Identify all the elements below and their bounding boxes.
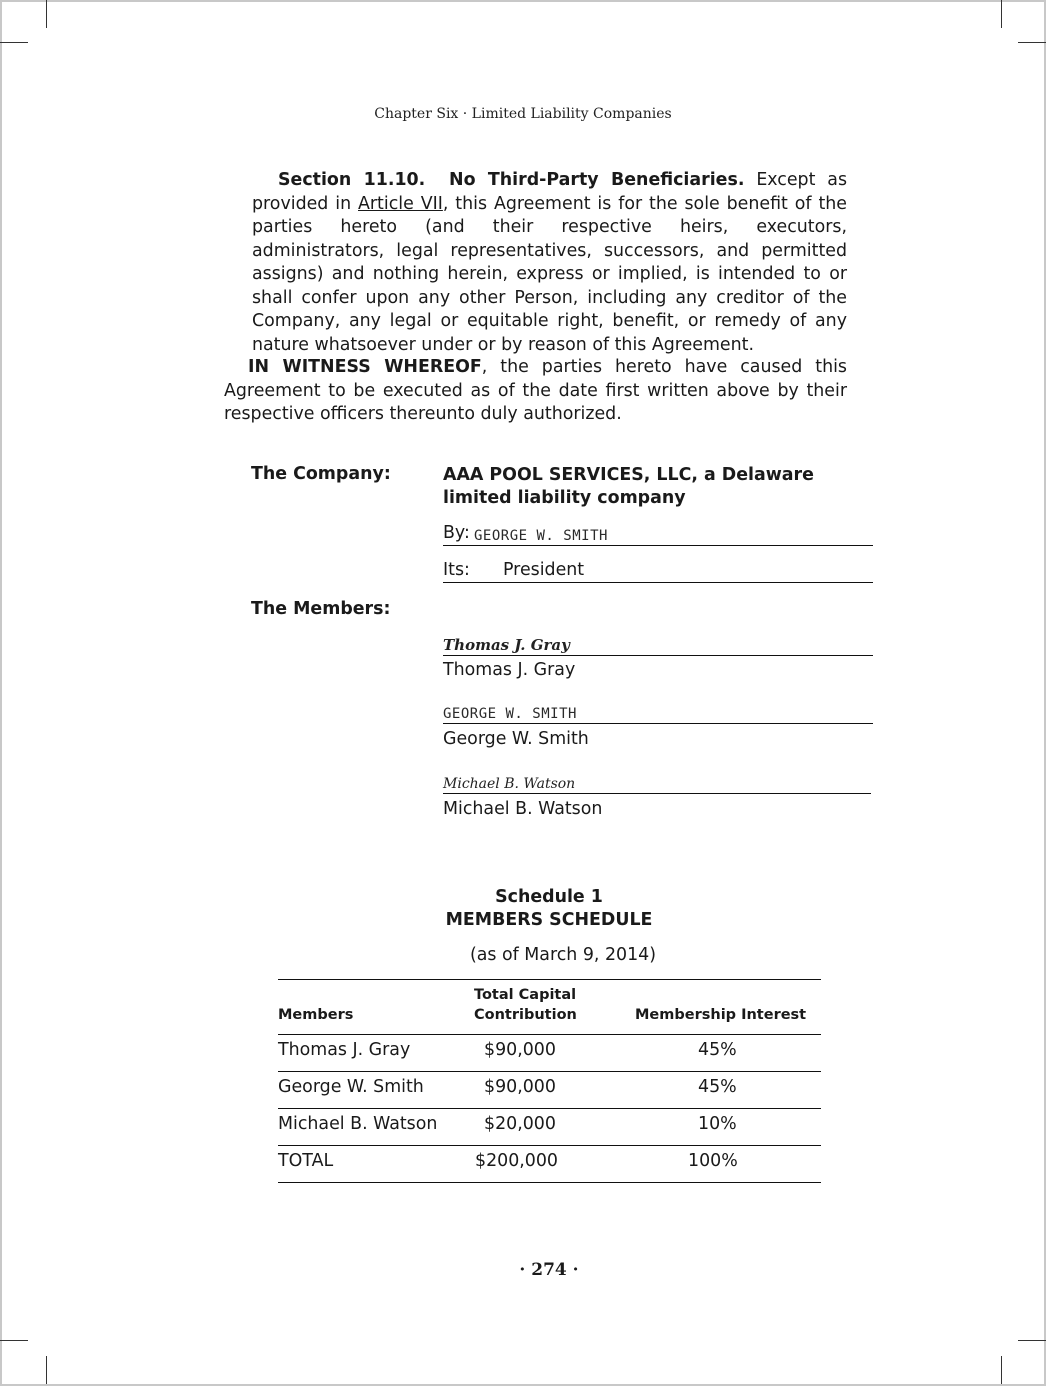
company-by-signature: GEORGE W. SMITH (474, 528, 608, 544)
company-label: The Company: (251, 464, 391, 484)
crop-mark (46, 1356, 47, 1384)
cell-capital: $90,000 (484, 1077, 556, 1097)
company-its-value: President (503, 560, 585, 580)
header-interest: Membership Interest (635, 1007, 807, 1023)
cell-capital: $200,000 (475, 1151, 558, 1171)
cell-capital: $20,000 (484, 1114, 556, 1134)
schedule-subtitle: MEMBERS SCHEDULE (445, 910, 653, 930)
cell-interest: 10% (698, 1114, 737, 1134)
page-number: · 274 · (519, 1260, 579, 1280)
member-name-watson: Michael B. Watson (443, 799, 603, 819)
cell-member: George W. Smith (278, 1077, 424, 1097)
article-vii-link[interactable]: Article VII (358, 193, 443, 214)
cell-member: Thomas J. Gray (278, 1040, 411, 1060)
witness-text: , the parties hereto have caused this Agreement to be executed as of the date first written above by their respective officers thereunto duly authorized. (224, 357, 847, 424)
section-intro: Except as provided in (252, 170, 847, 214)
table-rule (278, 1108, 821, 1109)
witness-clause (224, 356, 847, 427)
crop-mark (0, 1340, 28, 1341)
its-label: Its: (443, 560, 470, 580)
running-head: Chapter Six · Limited Liability Companies (374, 106, 672, 122)
member-signature-line (443, 770, 871, 794)
section-title: No Third-Party Beneficiaries. (449, 170, 745, 190)
member-signature-line (443, 700, 873, 724)
schedule-date: (as of March 9, 2014) (469, 945, 657, 965)
header-capital-line1: Total Capital (474, 987, 577, 1003)
crop-mark (1018, 1340, 1046, 1341)
company-name: AAA POOL SERVICES, LLC, a Delaware limited liability company (443, 465, 814, 508)
cell-interest: 45% (698, 1040, 737, 1060)
crop-mark (1001, 1356, 1002, 1384)
cell-member: Michael B. Watson (278, 1114, 438, 1134)
section-11-10 (252, 169, 847, 357)
witness-lead: IN WITNESS WHEREOF (248, 357, 482, 377)
by-label: By: (443, 523, 470, 543)
crop-mark (46, 0, 47, 28)
section-body: , this Agreement is for the sole benefit of the parties hereto (and their respective heirs, executors, administrators, legal representatives, successors, and permitted assigns) and nothing herein, express or implied, is intended to or shall confer upon any other Person, including any creditor of the Company, any legal or equitable right, benefit, or remedy of any nature whatsoever under or by reason of this Agreement. (252, 193, 847, 355)
table-rule (278, 1071, 821, 1072)
member-name-gray: Thomas J. Gray (443, 660, 576, 680)
company-by-line (443, 522, 873, 546)
cell-member: TOTAL (278, 1151, 334, 1171)
header-capital-line2: Contribution (474, 1007, 577, 1023)
member-signature-smith: GEORGE W. SMITH (443, 706, 577, 722)
crop-mark (1001, 0, 1002, 28)
table-rule (278, 1145, 821, 1146)
cell-interest: 100% (688, 1151, 738, 1171)
table-rule (278, 979, 821, 980)
member-signature-watson: Michael B. Watson (443, 776, 576, 792)
header-members: Members (278, 1007, 354, 1023)
crop-mark (0, 42, 28, 43)
member-name-smith: George W. Smith (443, 729, 589, 749)
section-heading: Section 11.10. (278, 170, 426, 190)
cell-capital: $90,000 (484, 1040, 556, 1060)
table-rule (278, 1182, 821, 1183)
members-label: The Members: (251, 599, 391, 619)
member-signature-gray: Thomas J. Gray (443, 636, 570, 654)
schedule-title: Schedule 1 (495, 887, 603, 907)
table-rule (278, 1034, 821, 1035)
crop-mark (1018, 42, 1046, 43)
member-signature-line (443, 632, 873, 656)
company-its-line (443, 559, 873, 583)
cell-interest: 45% (698, 1077, 737, 1097)
